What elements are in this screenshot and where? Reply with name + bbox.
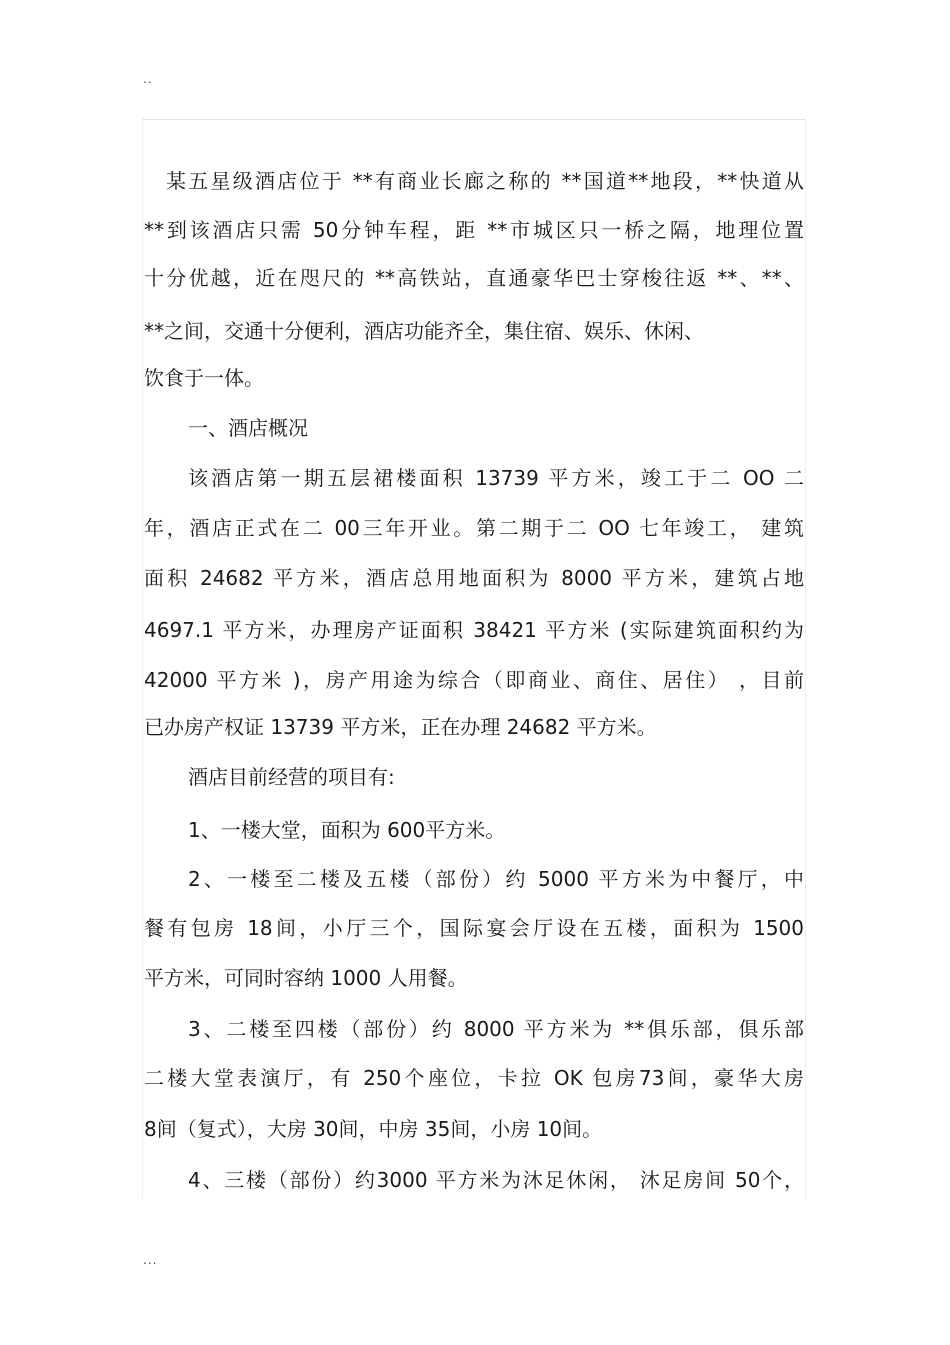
page-footer-mark: ... xyxy=(143,1253,158,1267)
text-line: 4697.1 平方米，办理房产证面积 38421 平方米 (实际建筑面积约为 xyxy=(144,618,804,642)
text-line: 该酒店第一期五层裙楼面积 13739 平方米，竣工于二 OO 二 xyxy=(188,466,804,490)
page-header-mark: .. xyxy=(143,72,153,86)
text-line: 面积 24682 平方米，酒店总用地面积为 8000 平方米，建筑占地 xyxy=(144,566,804,590)
section-heading: 一、酒店概况 xyxy=(188,416,308,440)
text-line: 二楼大堂表演厅，有 250个座位，卡拉 OK 包房73间，豪华大房 xyxy=(144,1066,804,1090)
list-item: 2、一楼至二楼及五楼（部份）约 5000 平方米为中餐厅，中 xyxy=(188,867,804,891)
text-line: 年，酒店正式在二 00三年开业。第二期于二 OO 七年竣工， 建筑 xyxy=(144,516,804,540)
text-line: **之间，交通十分便利，酒店功能齐全，集住宿、娱乐、休闲、 xyxy=(144,319,704,343)
text-line: 某五星级酒店位于 **有商业长廊之称的 **国道**地段，**快道从 xyxy=(166,169,804,193)
text-line: **到该酒店只需 50分钟车程，距 **市城区只一桥之隔，地理位置 xyxy=(144,218,804,242)
list-item: 3、二楼至四楼（部份）约 8000 平方米为 **俱乐部，俱乐部 xyxy=(188,1017,804,1041)
text-line: 餐有包房 18间，小厅三个，国际宴会厅设在五楼，面积为 1500 xyxy=(144,916,804,940)
text-line: 十分优越，近在咫尺的 **高铁站，直通豪华巴士穿梭往返 **、**、 xyxy=(144,266,804,290)
text-line: 酒店目前经营的项目有: xyxy=(188,765,395,789)
text-line: 已办房产权证 13739 平方米，正在办理 24682 平方米。 xyxy=(144,715,657,739)
text-line: 平方米，可同时容纳 1000 人用餐。 xyxy=(144,966,468,990)
text-line: 8间（复式），大房 30间，中房 35间，小房 10间。 xyxy=(144,1117,603,1141)
list-item: 4、三楼（部份）约3000 平方米为沐足休闲， 沐足房间 50个， xyxy=(188,1168,804,1192)
list-item: 1、一楼大堂，面积为 600平方米。 xyxy=(188,818,506,842)
text-line: 42000 平方米 )，房产用途为综合（即商业、商住、居住） ，目前 xyxy=(144,668,804,692)
text-line: 饮食于一体。 xyxy=(144,366,264,390)
